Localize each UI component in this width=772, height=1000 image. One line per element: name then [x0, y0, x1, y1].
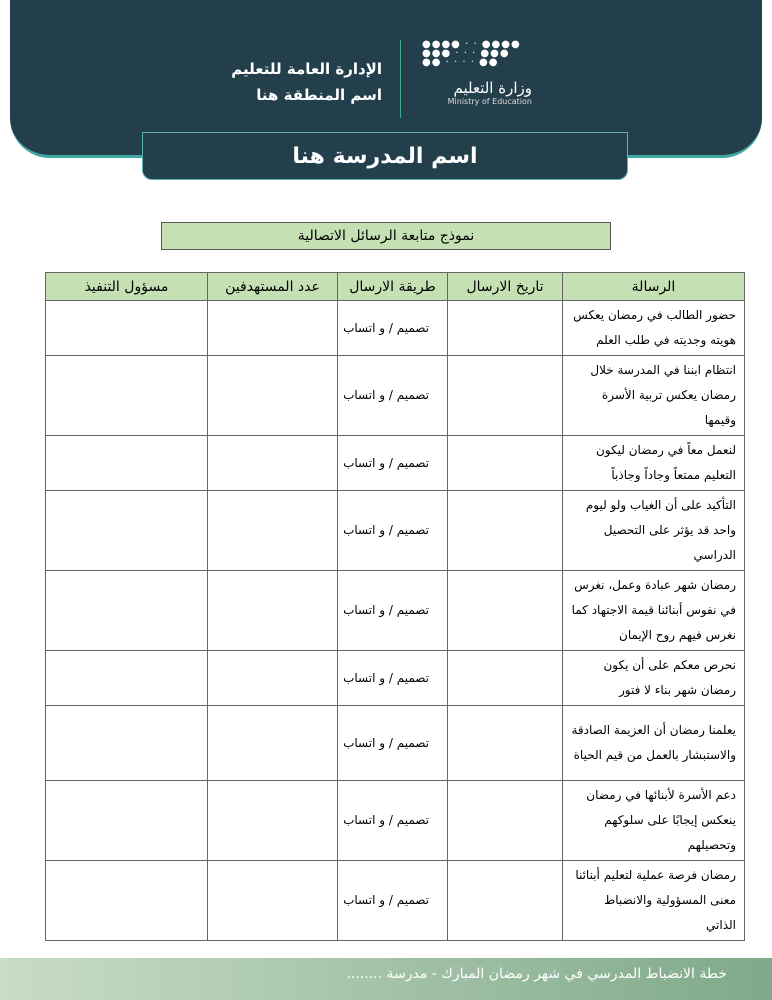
ministry-name-ar: وزارة التعليم: [453, 79, 532, 97]
col-method: طريقة الارسال: [338, 273, 448, 301]
form-title: نموذج متابعة الرسائل الاتصالية: [161, 222, 611, 250]
table-row: [46, 301, 745, 356]
date-cell[interactable]: [448, 706, 563, 781]
responsible-cell[interactable]: [46, 706, 208, 781]
method-cell: تصميم / و اتساب: [338, 781, 448, 861]
message-cell: لنعمل معاً في رمضان ليكون التعليم ممتعاً وجاداً وجاذباً: [563, 436, 745, 491]
targets-cell[interactable]: [208, 571, 338, 651]
date-cell[interactable]: [448, 651, 563, 706]
targets-cell[interactable]: [208, 491, 338, 571]
responsible-cell[interactable]: [46, 571, 208, 651]
table-row: [46, 861, 745, 941]
date-cell[interactable]: [448, 781, 563, 861]
responsible-cell[interactable]: [46, 491, 208, 571]
logo-dots-icon: ●●●● · · ●●●● ●●● · · · ●●● ●● · · · · ●●: [422, 39, 521, 68]
message-cell: نحرص معكم على أن يكون رمضان شهر بناء لا فتور: [563, 651, 745, 706]
targets-cell[interactable]: [208, 436, 338, 491]
targets-cell[interactable]: [208, 356, 338, 436]
table-row: [46, 436, 745, 491]
targets-cell[interactable]: [208, 706, 338, 781]
targets-cell[interactable]: [208, 861, 338, 941]
date-cell[interactable]: [448, 571, 563, 651]
message-cell: التأكيد على أن الغياب ولو ليوم واحد قد يؤثر على التحصيل الدراسي: [563, 491, 745, 571]
message-cell: انتظام ابننا في المدرسة خلال رمضان يعكس تربية الأسرة وقيمها: [563, 356, 745, 436]
col-targets: عدد المستهدفين: [208, 273, 338, 301]
col-date: تاريخ الارسال: [448, 273, 563, 301]
message-cell: رمضان شهر عبادة وعمل، نغرس في نفوس أبنائنا قيمة الاجتهاد كما نغرس فيهم روح الإيمان: [563, 571, 745, 651]
date-cell[interactable]: [448, 491, 563, 571]
col-responsible: مسؤول التنفيذ: [46, 273, 208, 301]
date-cell[interactable]: [448, 436, 563, 491]
targets-cell[interactable]: [208, 301, 338, 356]
method-cell: تصميم / و اتساب: [338, 436, 448, 491]
method-cell: تصميم / و اتساب: [338, 571, 448, 651]
method-cell: تصميم / و اتساب: [338, 651, 448, 706]
ministry-logo: [422, 40, 532, 106]
messages-table: [45, 272, 745, 941]
date-cell[interactable]: [448, 356, 563, 436]
message-cell: دعم الأسرة لأبنائها في رمضان ينعكس إيجابًا على سلوكهم وتحصيلهم: [563, 781, 745, 861]
method-cell: تصميم / و اتساب: [338, 861, 448, 941]
table-row: [46, 781, 745, 861]
region-name: اسم المنطقة هنا: [256, 86, 382, 104]
targets-cell[interactable]: [208, 781, 338, 861]
footer-text: خطة الانضباط المدرسي في شهر رمضان المبارك - مدرسة ........: [346, 966, 727, 982]
message-cell: يعلمنا رمضان أن العزيمة الصادقة والاستبشار بالعمل من قيم الحياة: [563, 706, 745, 781]
message-cell: حضور الطالب في رمضان يعكس هويته وجديته في طلب العلم: [563, 301, 745, 356]
responsible-cell[interactable]: [46, 861, 208, 941]
message-cell: رمضان فرصة عملية لتعليم أبنائنا معنى المسؤولية والانضباط الذاتي: [563, 861, 745, 941]
date-cell[interactable]: [448, 301, 563, 356]
method-cell: تصميم / و اتساب: [338, 491, 448, 571]
header-divider: [400, 40, 401, 118]
responsible-cell[interactable]: [46, 301, 208, 356]
responsible-cell[interactable]: [46, 436, 208, 491]
responsible-cell[interactable]: [46, 356, 208, 436]
targets-cell[interactable]: [208, 651, 338, 706]
method-cell: تصميم / و اتساب: [338, 301, 448, 356]
school-name: اسم المدرسة هنا: [142, 132, 628, 180]
responsible-cell[interactable]: [46, 651, 208, 706]
table-row: [46, 356, 745, 436]
table-row: [46, 651, 745, 706]
method-cell: تصميم / و اتساب: [338, 706, 448, 781]
table-row: [46, 491, 745, 571]
method-cell: تصميم / و اتساب: [338, 356, 448, 436]
col-message: الرسالة: [563, 273, 745, 301]
ministry-name-en: Ministry of Education: [447, 97, 532, 106]
table-row: [46, 571, 745, 651]
date-cell[interactable]: [448, 861, 563, 941]
directorate-name: الإدارة العامة للتعليم: [231, 60, 382, 78]
responsible-cell[interactable]: [46, 781, 208, 861]
table-row: [46, 706, 745, 781]
